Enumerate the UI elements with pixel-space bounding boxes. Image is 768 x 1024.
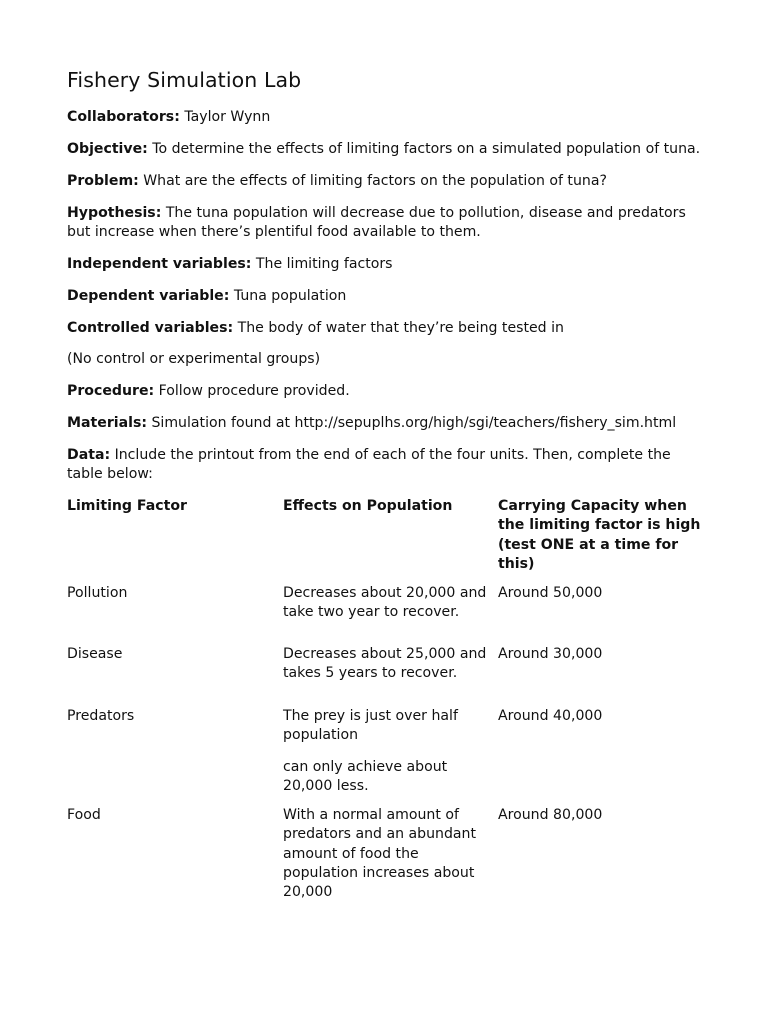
independent-variables-value: The limiting factors — [255, 256, 393, 272]
materials-label: Materials: — [67, 415, 147, 431]
dependent-variable-line — [67, 287, 707, 306]
procedure-line — [67, 382, 707, 401]
table-cell-capacity: Around 30,000 — [498, 646, 603, 662]
hypothesis-value: The tuna population will decrease due to pollution, disease and predators but increase when there’s plentiful food available to them. — [67, 205, 686, 240]
hypothesis-label: Hypothesis: — [67, 205, 162, 221]
table-header-carrying-capacity: Carrying Capacity when the limiting factor is high (test ONE at a time for this) — [498, 498, 701, 572]
procedure-label: Procedure: — [67, 383, 155, 399]
table-cell-effects: Decreases about 20,000 and take two year to recover. — [283, 585, 487, 621]
controlled-variables-value: The body of water that they’re being tested in — [237, 320, 564, 336]
dependent-variable-value: Tuna population — [233, 288, 347, 304]
table-cell-effects: Decreases about 25,000 and takes 5 years to recover. — [283, 646, 487, 682]
data-label: Data: — [67, 447, 111, 463]
hypothesis-line — [67, 204, 707, 242]
collaborators-value: Taylor Wynn — [184, 109, 271, 125]
materials-line — [67, 414, 707, 433]
table-cell-factor: Disease — [67, 646, 123, 662]
dependent-variable-label: Dependent variable: — [67, 288, 230, 304]
collaborators-label: Collaborators: — [67, 109, 180, 125]
problem-label: Problem: — [67, 173, 139, 189]
objective-label: Objective: — [67, 141, 148, 157]
data-line — [67, 446, 707, 484]
controlled-variables-label: Controlled variables: — [67, 320, 234, 336]
collaborators-line — [67, 108, 707, 127]
document-title: Fishery Simulation Lab — [67, 68, 302, 92]
independent-variables-label: Independent variables: — [67, 256, 252, 272]
controlled-variables-line — [67, 319, 707, 338]
table-header-limiting-factor: Limiting Factor — [67, 498, 187, 514]
objective-line — [67, 140, 707, 159]
table-cell-effects: The prey is just over half population — [283, 708, 458, 744]
problem-line — [67, 172, 707, 191]
procedure-value: Follow procedure provided. — [158, 383, 350, 399]
objective-value: To determine the effects of limiting factors on a simulated population of tuna. — [152, 141, 701, 157]
table-cell-factor: Predators — [67, 708, 135, 724]
table-cell-capacity: Around 40,000 — [498, 708, 603, 724]
independent-variables-line — [67, 255, 707, 274]
table-cell-effects: With a normal amount of predators and an abundant amount of food the population increases about 20,000 — [283, 807, 476, 901]
table-cell-factor: Food — [67, 807, 101, 823]
data-value: Include the printout from the end of each of the four units. Then, complete the table below: — [67, 447, 671, 482]
table-cell-capacity: Around 80,000 — [498, 807, 603, 823]
problem-value: What are the effects of limiting factors on the population of tuna? — [143, 173, 607, 189]
materials-value: Simulation found at http://sepuplhs.org/high/sgi/teachers/fishery_sim.html — [151, 415, 677, 431]
table-header-effects: Effects on Population — [283, 498, 453, 514]
table-cell-factor: Pollution — [67, 585, 128, 601]
table-cell-capacity: Around 50,000 — [498, 585, 603, 601]
table-cell-effects-extra: can only achieve about 20,000 less. — [283, 759, 448, 795]
control-groups-note: (No control or experimental groups) — [67, 351, 321, 367]
